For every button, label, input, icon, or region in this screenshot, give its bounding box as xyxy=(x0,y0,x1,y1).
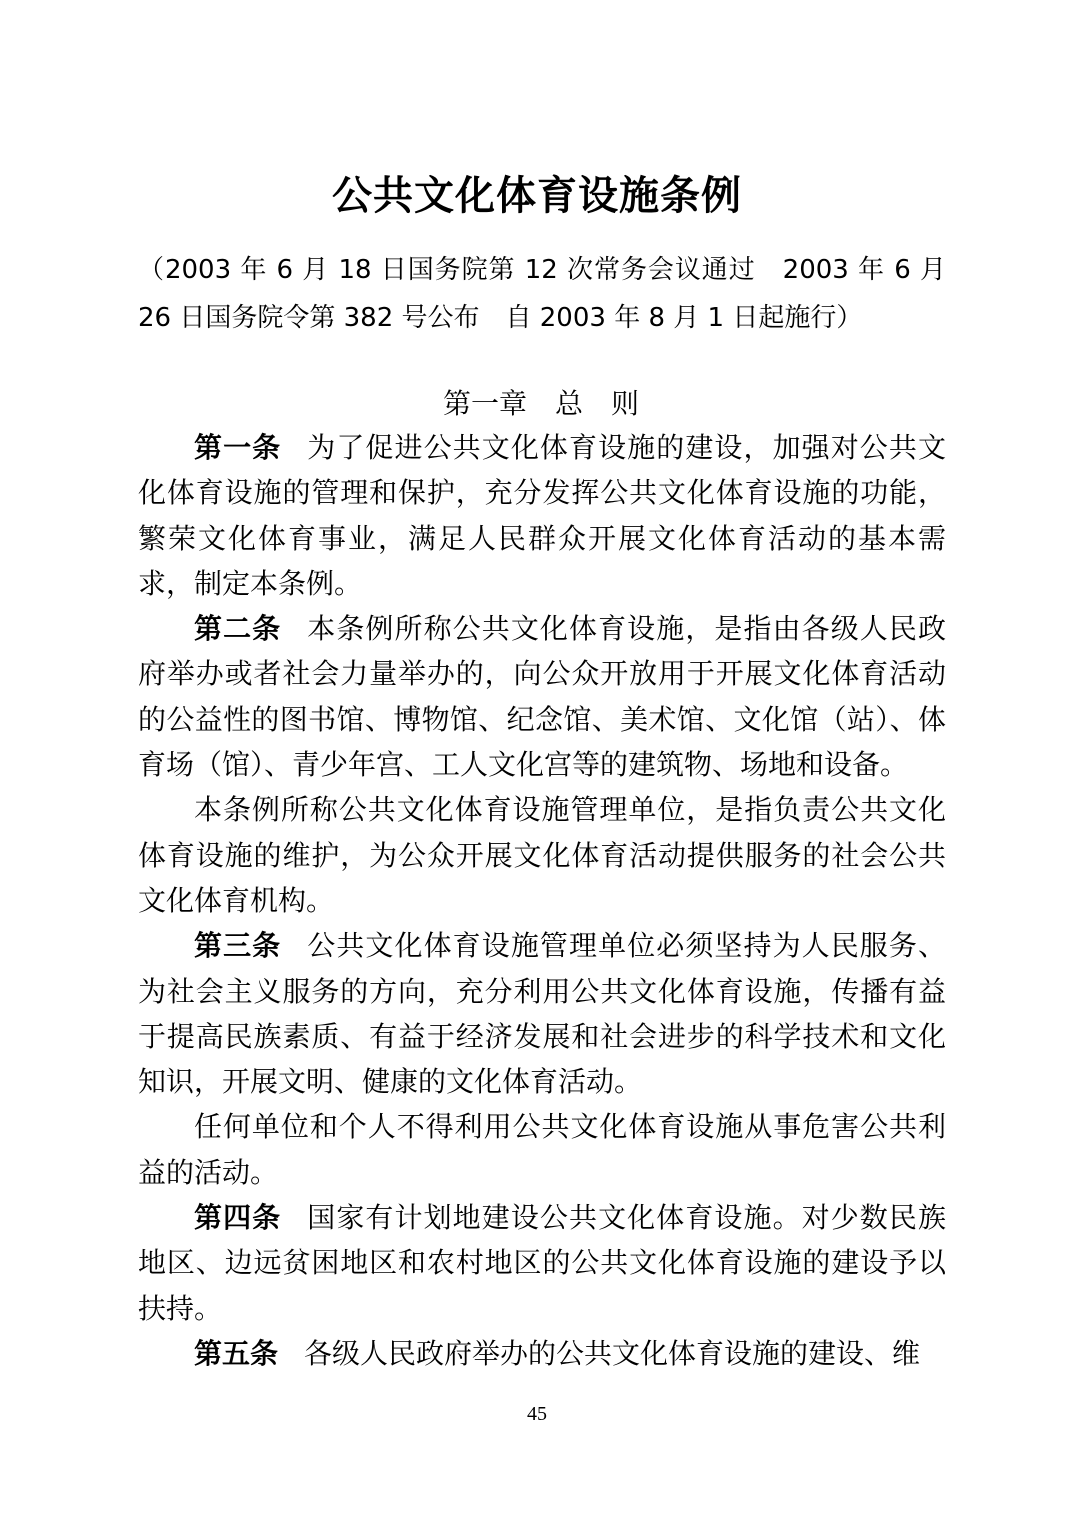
article-heading: 第一条 xyxy=(194,431,282,464)
body-paragraph xyxy=(138,1104,946,1195)
article-paragraph xyxy=(138,923,946,1104)
article-text: 为了促进公共文化体育设施的建设，加强对公共文化体育设施的管理和保护，充分发挥公共文化体育设施的功能，繁荣文化体育事业，满足人民群众开展文化体育活动的基本需求，制定本条例。 xyxy=(138,431,946,600)
article-text: 国家有计划地建设公共文化体育设施。对少数民族地区、边远贫困地区和农村地区的公共文化体育设施的建设予以扶持。 xyxy=(138,1201,946,1325)
body-paragraph xyxy=(138,787,946,923)
article-paragraph xyxy=(138,606,946,787)
paragraph-text: 任何单位和个人不得利用公共文化体育设施从事危害公共利益的活动。 xyxy=(138,1110,946,1189)
article-heading: 第四条 xyxy=(194,1201,282,1235)
page-number: 45 xyxy=(527,1403,547,1425)
article-heading: 第三条 xyxy=(194,929,282,963)
document-body xyxy=(138,425,946,1376)
article-text: 公共文化体育设施管理单位必须坚持为人民服务、为社会主义服务的方向，充分利用公共文化体育设施，传播有益于提高民族素质、有益于经济发展和社会进步的科学技术和文化知识，开展文明、健康的文化体育活动。 xyxy=(138,929,946,1099)
article-heading: 第二条 xyxy=(194,612,282,646)
chapter-heading: 第一章 总 则 xyxy=(442,387,639,420)
article-paragraph xyxy=(138,1331,946,1376)
paragraph-text: 本条例所称公共文化体育设施管理单位，是指负责公共文化体育设施的维护，为公众开展文化体育活动提供服务的社会公共文化体育机构。 xyxy=(138,793,946,917)
document-title: 公共文化体育设施条例 xyxy=(332,172,742,219)
document-subtitle: （2003 年 6 月 18 日国务院第 12 次常务会议通过 2003 年 6 月 26 日国务院令第 382 号公布 自 2003 年 8 月 1 日起施行） xyxy=(138,255,946,333)
article-text: 本条例所称公共文化体育设施，是指由各级人民政府举办或者社会力量举办的，向公众开放用于开展文化体育活动的公益性的图书馆、博物馆、纪念馆、美术馆、文化馆（站）、体育场（馆）、青少年宫、工人文化宫等的建筑物、场地和设备。 xyxy=(138,612,946,782)
article-heading: 第五条 xyxy=(194,1336,279,1370)
article-text: 各级人民政府举办的公共文化体育设施的建设、维 xyxy=(304,1336,921,1370)
article-paragraph xyxy=(138,425,946,606)
article-paragraph xyxy=(138,1195,946,1331)
